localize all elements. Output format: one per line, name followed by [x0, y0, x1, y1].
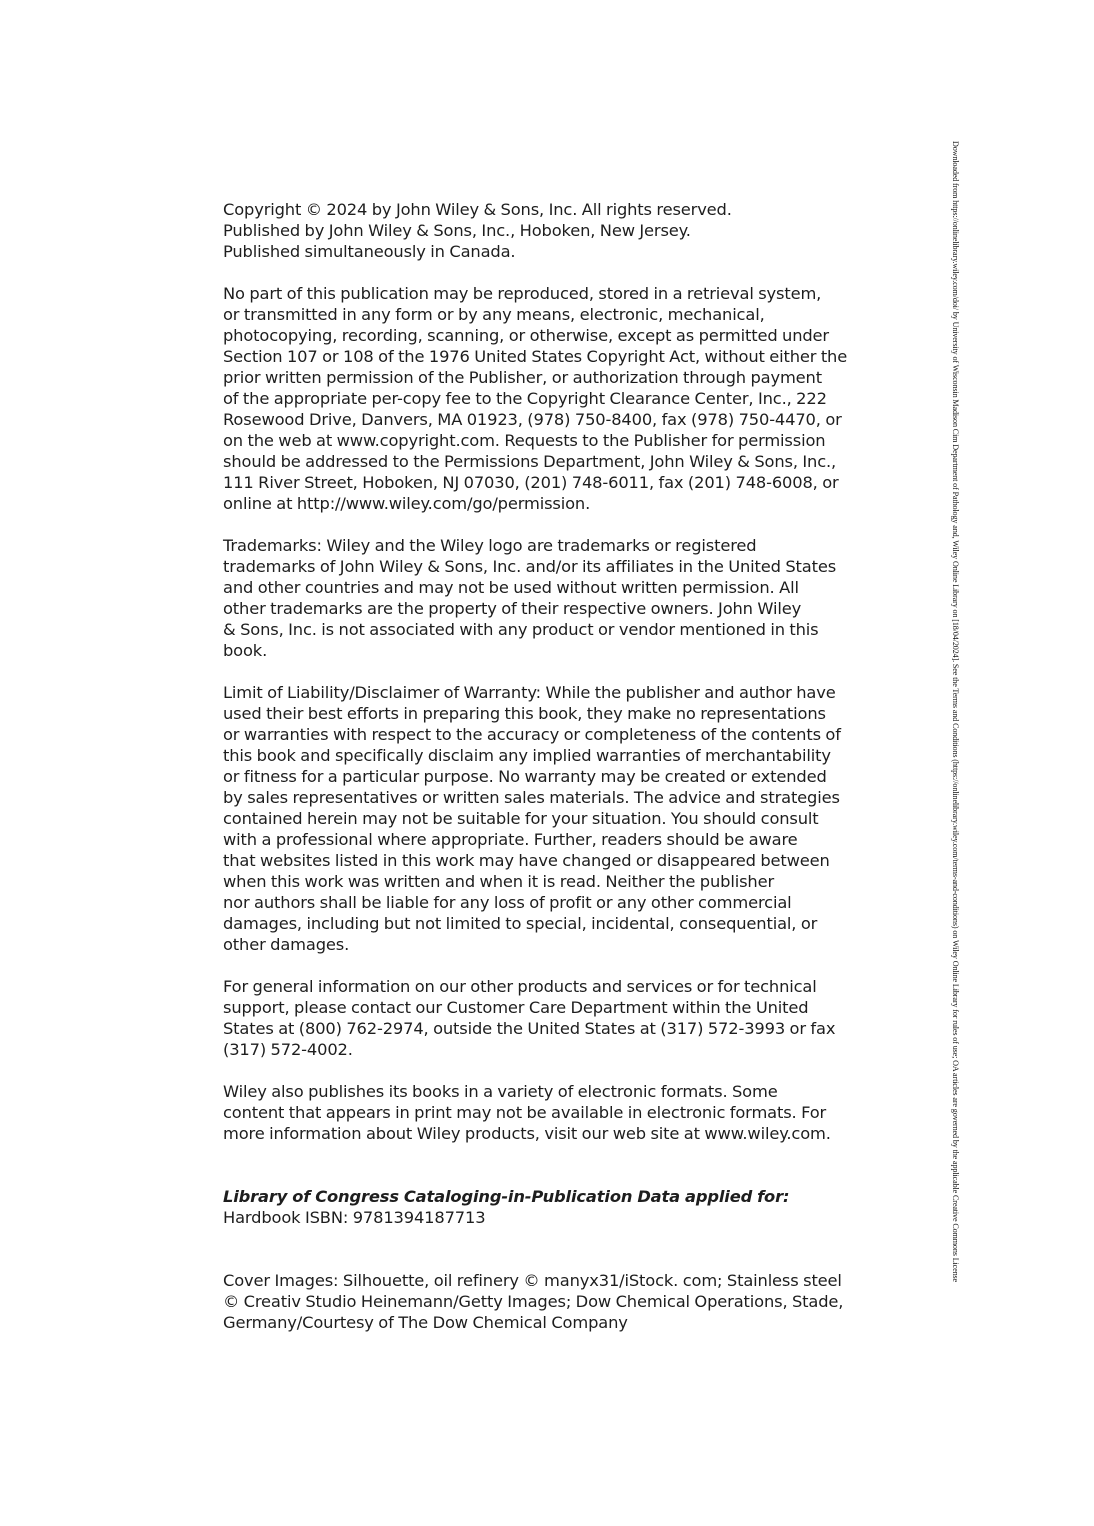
paragraph-gap [223, 1060, 883, 1081]
isbn-line: Hardbook ISBN: 9781394187713 [223, 1208, 486, 1227]
download-notice-sidebar [948, 141, 960, 1386]
text-line: of the appropriate per-copy fee to the Copyright Clearance Center, Inc., 222 [223, 389, 827, 408]
text-line: content that appears in print may not be available in electronic formats. For [223, 1103, 827, 1122]
text-line: used their best efforts in preparing this book, they make no representations [223, 704, 826, 723]
text-line: Section 107 or 108 of the 1976 United States Copyright Act, without either the [223, 347, 848, 366]
text-line: © Creativ Studio Heinemann/Getty Images; Dow Chemical Operations, Stade, [223, 1292, 844, 1311]
text-line: this book and specifically disclaim any implied warranties of merchantability [223, 746, 831, 765]
text-line: or warranties with respect to the accuracy or completeness of the contents of [223, 725, 841, 744]
trademarks-paragraph [223, 535, 883, 661]
text-line: damages, including but not limited to special, incidental, consequential, or [223, 914, 818, 933]
text-line: Rosewood Drive, Danvers, MA 01923, (978) 750-8400, fax (978) 750-4470, or [223, 410, 842, 429]
text-line: and other countries and may not be used without written permission. All [223, 578, 799, 597]
text-line: support, please contact our Customer Care Department within the United [223, 998, 809, 1017]
text-line: book. [223, 641, 268, 660]
paragraph-gap [223, 955, 883, 976]
text-line: by sales representatives or written sales materials. The advice and strategies [223, 788, 840, 807]
text-line: or fitness for a particular purpose. No warranty may be created or extended [223, 767, 827, 786]
text-line: nor authors shall be liable for any loss of profit or any other commercial [223, 893, 792, 912]
text-line: Published by John Wiley & Sons, Inc., Hoboken, New Jersey. [223, 221, 691, 240]
lccn-heading: Library of Congress Cataloging-in-Publication Data applied for: [223, 1187, 790, 1206]
text-line: Cover Images: Silhouette, oil refinery © manyx31/iStock. com; Stainless steel [223, 1271, 842, 1290]
text-line: on the web at www.copyright.com. Requests to the Publisher for permission [223, 431, 826, 450]
text-line: Trademarks: Wiley and the Wiley logo are trademarks or registered [223, 536, 757, 555]
download-notice-text: Downloaded from https://onlinelibrary.wiley.com/doi/ by University of Wisconsin Madison Cim Department of Pathology and, Wiley Online Library on [18/04/2024]. See the Terms and Conditions (https://onlinelibrary.wiley.com/terms-and-conditions) on Wiley Online Library for rules of use; OA articles are governed by the applicable Creative Commons License [951, 141, 960, 1283]
customer-support-paragraph [223, 976, 883, 1060]
text-line: Published simultaneously in Canada. [223, 242, 516, 261]
text-line: online at http://www.wiley.com/go/permission. [223, 494, 591, 513]
text-line: other trademarks are the property of their respective owners. John Wiley [223, 599, 802, 618]
lccn-block [223, 1186, 883, 1228]
paragraph-gap [223, 262, 883, 283]
copyright-page-content [223, 199, 883, 1333]
text-line: or transmitted in any form or by any means, electronic, mechanical, [223, 305, 765, 324]
cover-credits-paragraph [223, 1270, 883, 1333]
text-line: Wiley also publishes its books in a variety of electronic formats. Some [223, 1082, 778, 1101]
text-line: 111 River Street, Hoboken, NJ 07030, (201) 748-6011, fax (201) 748-6008, or [223, 473, 839, 492]
text-line: No part of this publication may be reproduced, stored in a retrieval system, [223, 284, 822, 303]
text-line: more information about Wiley products, visit our web site at www.wiley.com. [223, 1124, 831, 1143]
paragraph-gap [223, 661, 883, 682]
text-line: should be addressed to the Permissions Department, John Wiley & Sons, Inc., [223, 452, 837, 471]
text-line: photocopying, recording, scanning, or otherwise, except as permitted under [223, 326, 829, 345]
paragraph-gap [223, 1228, 883, 1270]
text-line: contained herein may not be suitable for your situation. You should consult [223, 809, 819, 828]
text-line: Copyright © 2024 by John Wiley & Sons, Inc. All rights reserved. [223, 200, 732, 219]
text-line: Limit of Liability/Disclaimer of Warranty: While the publisher and author have [223, 683, 836, 702]
text-line: when this work was written and when it is read. Neither the publisher [223, 872, 774, 891]
text-line: that websites listed in this work may have changed or disappeared between [223, 851, 830, 870]
text-line: trademarks of John Wiley & Sons, Inc. and/or its affiliates in the United States [223, 557, 837, 576]
liability-disclaimer-paragraph [223, 682, 883, 955]
text-line: (317) 572-4002. [223, 1040, 353, 1059]
electronic-formats-paragraph [223, 1081, 883, 1144]
text-line: prior written permission of the Publisher, or authorization through payment [223, 368, 822, 387]
text-line: States at (800) 762-2974, outside the United States at (317) 572-3993 or fax [223, 1019, 836, 1038]
paragraph-gap [223, 514, 883, 535]
permissions-paragraph [223, 283, 883, 514]
text-line: with a professional where appropriate. Further, readers should be aware [223, 830, 798, 849]
copyright-notice [223, 199, 883, 262]
text-line: For general information on our other products and services or for technical [223, 977, 817, 996]
text-line: other damages. [223, 935, 350, 954]
text-line: & Sons, Inc. is not associated with any product or vendor mentioned in this [223, 620, 819, 639]
text-line: Germany/Courtesy of The Dow Chemical Company [223, 1313, 628, 1332]
paragraph-gap [223, 1144, 883, 1186]
